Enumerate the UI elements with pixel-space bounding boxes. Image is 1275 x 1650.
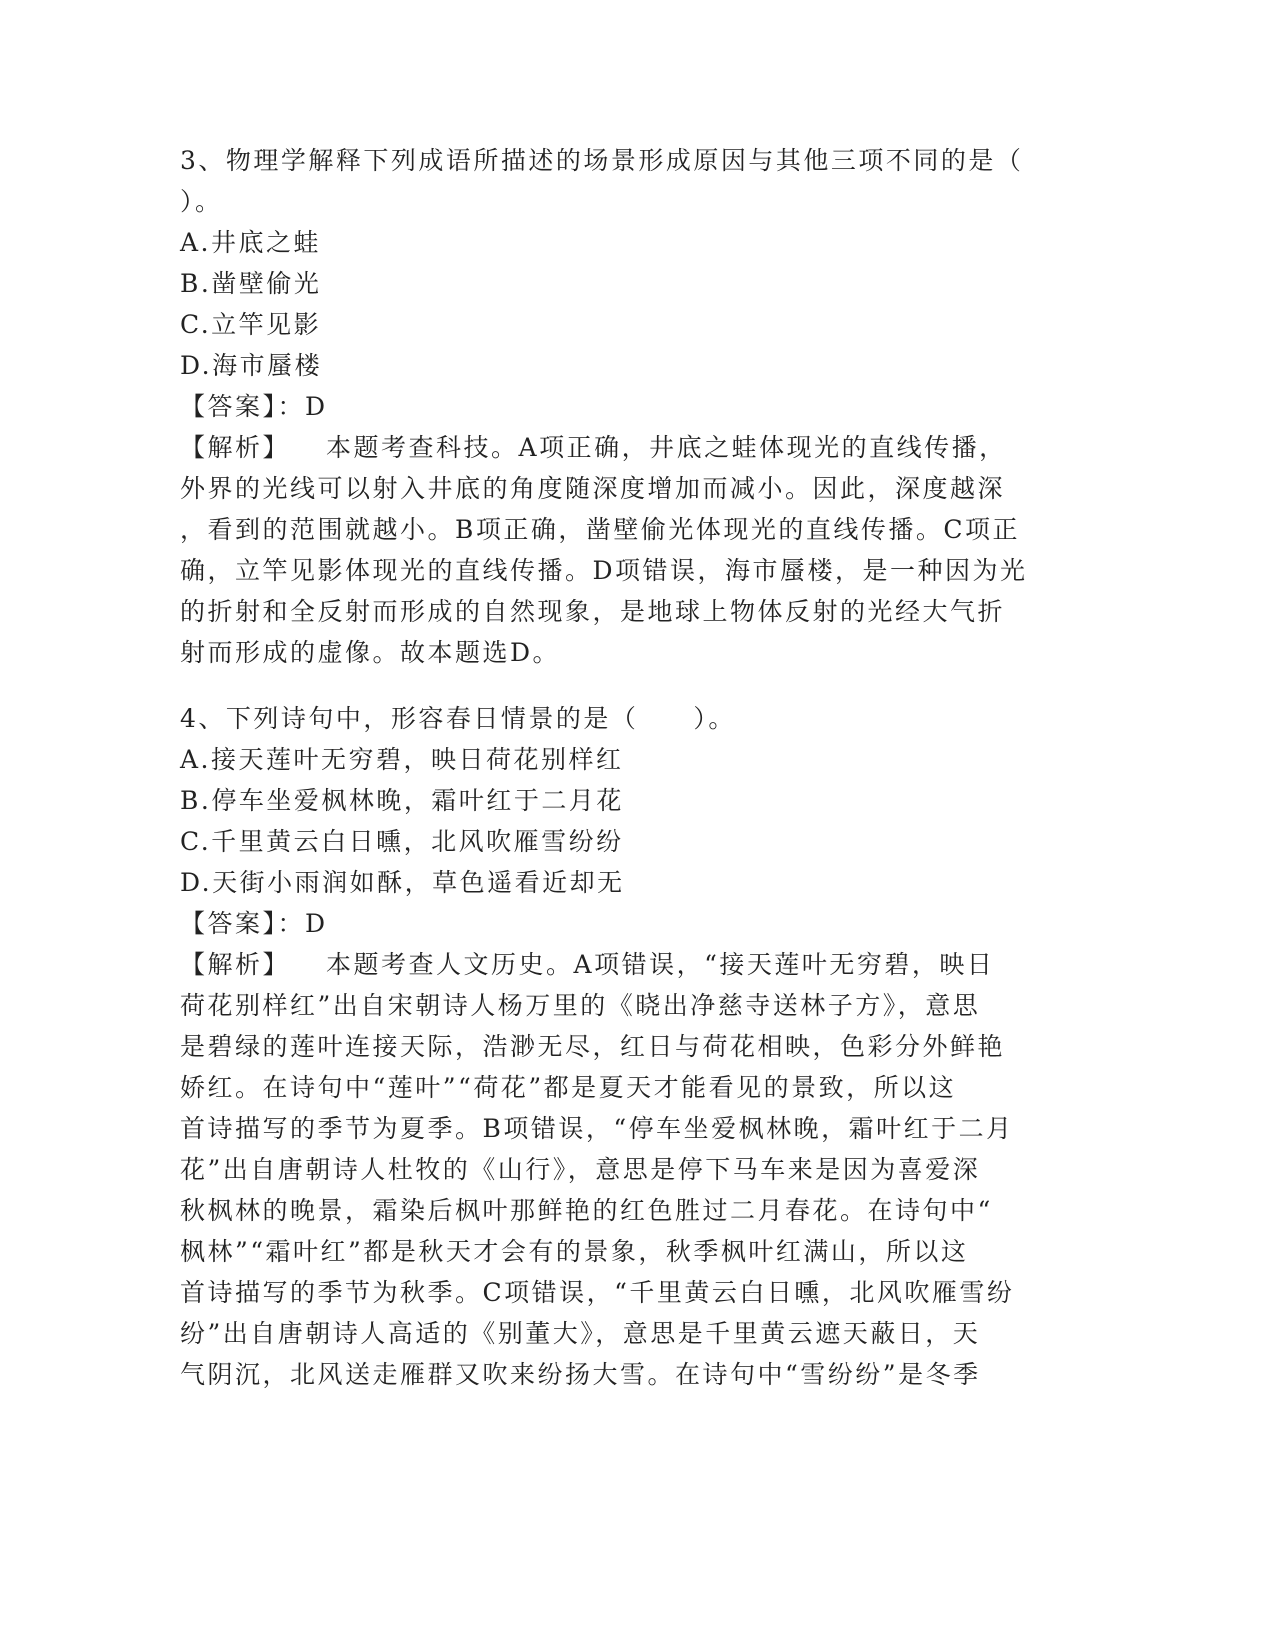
answer-line: 【答案】：D [180, 392, 328, 421]
analysis-text: 本题考查科技。A项正确，井底之蛙体现光的直线传播， [326, 433, 1007, 462]
analysis-first-line [180, 427, 1080, 468]
option-d: D.天街小雨润如酥，草色遥看近却无 [180, 868, 625, 897]
analysis-text: ，看到的范围就越小。B项正确，凿壁偷光体现光的直线传播。C项正 [180, 515, 1021, 544]
analysis-text: 枫林”“霜叶红”都是秋天才会有的景象，秋季枫叶红满山，所以这 [180, 1237, 969, 1266]
question-stem: 3、物理学解释下列成语所描述的场景形成原因与其他三项不同的是（ [180, 146, 1024, 175]
question-4 [180, 698, 1080, 1395]
question-3 [180, 140, 1080, 673]
analysis-text: 秋枫林的晚景，霜染后枫叶那鲜艳的红色胜过二月春花。在诗句中“ [180, 1196, 993, 1225]
analysis-text: 气阴沉，北风送走雁群又吹来纷扬大雪。在诗句中“雪纷纷”是冬季 [180, 1360, 981, 1389]
option-a: A.接天莲叶无穷碧，映日荷花别样红 [180, 745, 624, 774]
option-a: A.井底之蛙 [180, 228, 322, 257]
option-b: B.停车坐爱枫林晚，霜叶红于二月花 [180, 786, 624, 815]
analysis-text: 花”出自唐朝诗人杜牧的《山行》，意思是停下马车来是因为喜爱深 [180, 1155, 981, 1184]
analysis-text: 首诗描写的季节为秋季。C项错误，“千里黄云白日曛，北风吹雁雪纷 [180, 1278, 1015, 1307]
question-stem: 4、下列诗句中，形容春日情景的是（ ）。 [180, 704, 736, 733]
analysis-first-line [180, 944, 1080, 985]
analysis-label: 【解析】 [180, 433, 291, 462]
option-d: D.海市蜃楼 [180, 351, 323, 380]
analysis-text: 的折射和全反射而形成的自然现象，是地球上物体反射的光经大气折 [180, 597, 1006, 626]
analysis-text: 纷”出自唐朝诗人高适的《别董大》，意思是千里黄云遮天蔽日，天 [180, 1319, 981, 1348]
answer-line: 【答案】：D [180, 909, 328, 938]
analysis-text: 是碧绿的莲叶连接天际，浩渺无尽，红日与荷花相映，色彩分外鲜艳 [180, 1032, 1006, 1061]
option-b: B.凿壁偷光 [180, 269, 322, 298]
option-c: C.千里黄云白日曛，北风吹雁雪纷纷 [180, 827, 624, 856]
analysis-text: 确，立竿见影体现光的直线传播。D项错误，海市蜃楼，是一种因为光 [180, 556, 1028, 585]
analysis-text: 娇红。在诗句中“莲叶”“荷花”都是夏天才能看见的景致，所以这 [180, 1073, 957, 1102]
question-stem: ）。 [180, 187, 223, 216]
analysis-label: 【解析】 [180, 950, 291, 979]
analysis-text: 本题考查人文历史。A项错误，“接天莲叶无穷碧，映日 [326, 950, 995, 979]
analysis-text: 荷花别样红”出自宋朝诗人杨万里的《晓出净慈寺送林子方》，意思 [180, 991, 981, 1020]
document-page [180, 140, 1080, 1395]
analysis-text: 外界的光线可以射入井底的角度随深度增加而减小。因此，深度越深 [180, 474, 1006, 503]
analysis-text: 射而形成的虚像。故本题选D。 [180, 638, 561, 667]
analysis-text: 首诗描写的季节为夏季。B项错误，“停车坐爱枫林晚，霜叶红于二月 [180, 1114, 1014, 1143]
option-c: C.立竿见影 [180, 310, 322, 339]
